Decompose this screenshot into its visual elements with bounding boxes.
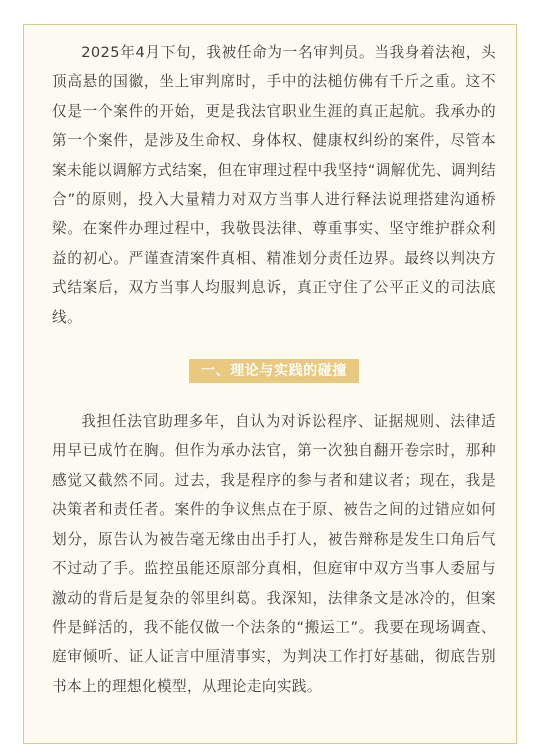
article-paragraph-section-1: 我担任法官助理多年，自认为对诉讼程序、证据规则、法律适用早已成竹在胸。但作为承办法官，第一次独自翻开卷宗时，那种感觉又截然不同。过去，我是程序的参与者和建议者；现在，我是决策者和责任者。案件的争议焦点在于原、被告之间的过错应如何划分，原告认为被告毫无缘由出手打人，被告辩称是发生口角后气不过动了手。监控虽能还原部分真相，但庭审中双方当事人委屈与激动的背后是复杂的邻里纠葛。我深知，法律条文是冰冷的，但案件是鲜活的，我不能仅做一个法条的“搬运工”。我要在现场调查、庭审倾听、证人证言中厘清事实，为判决工作打好基础，彻底告别书本上的理想化模型，从理论走向实践。 bbox=[52, 413, 496, 695]
article-paragraph-intro: 2025年4月下旬，我被任命为一名审判员。当我身着法袍，头顶高悬的国徽，坐上审判席时，手中的法槌仿佛有千斤之重。这不仅是一个案件的开始，更是我法官职业生涯的真正起航。我承办的第一个案件，是涉及生命权、身体权、健康权纠纷的案件，尽管本案未能以调解方式结案，但在审理过程中我坚持“调解优先、调判结合”的原则，投入大量精力对双方当事人进行释法说理搭建沟通桥梁。在案件办理过程中，我敬畏法律、尊重事实、坚守维护群众利益的初心。严谨查清案件真相、精准划分责任边界。最终以判决方式结案后，双方当事人均服判息诉，真正守住了公平正义的司法底线。 bbox=[52, 44, 496, 326]
section-heading-container bbox=[52, 356, 496, 380]
section-heading: 一、理论与实践的碰撞 bbox=[189, 359, 359, 383]
article-body bbox=[52, 38, 496, 701]
